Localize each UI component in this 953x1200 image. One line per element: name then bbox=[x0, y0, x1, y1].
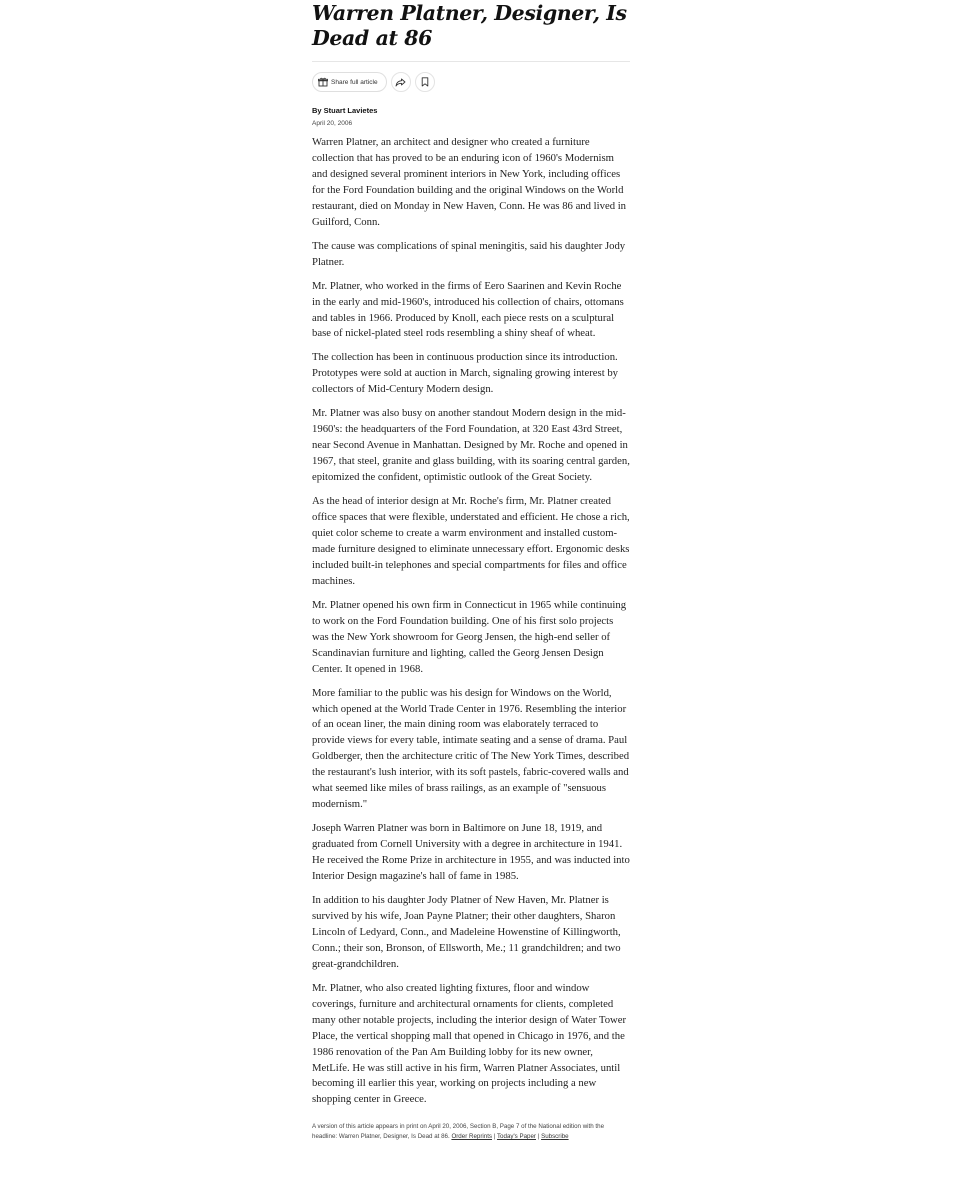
article bbox=[312, 0, 630, 1142]
article-paragraph: As the head of interior design at Mr. Roche's firm, Mr. Platner created office spaces that were flexible, understated and efficient. He chose a rich, quiet color scheme to create a warm environment and installed custom-made furniture designed to eliminate unnecessary effort. Ergonomic desks included built-in telephones and special compartments for files and office machines. bbox=[312, 495, 630, 587]
article-paragraph: More familiar to the public was his design for Windows on the World, which opened at the World Trade Center in 1976. Resembling the interior of an ocean liner, the main dining room was elaborately terraced to provide views for every table, intimate seating and a sense of drama. Paul Goldberger, then the architecture critic of The New York Times, described the restaurant's lush interior, with its soft pastels, fabric-covered walls and what seemed like miles of brass railings, as an example of "sensuous modernism." bbox=[312, 686, 630, 811]
article-paragraph: The cause was complications of spinal meningitis, said his daughter Jody Platner. bbox=[312, 239, 626, 268]
article-paragraph: Warren Platner, an architect and designer who created a furniture collection that has proved to be an enduring icon of 1960's Modernism and designed several prominent interiors in New York, including offices for the Ford Foundation building and the original Windows on the World restaurant, died on Monday in New Haven, Conn. He was 86 and lived in Guilford, Conn. bbox=[312, 136, 627, 228]
article-paragraph: In addition to his daughter Jody Platner of New Haven, Mr. Platner is survived by his wife, Joan Payne Platner; their other daughters, Sharon Lincoln of Ledyard, Conn., and Madeleine Howenstine of Killingworth, Conn.; their son, Bronson, of Ellsworth, Me.; 11 grandchildren; and two great-grandchildren. bbox=[312, 893, 621, 970]
todays-paper-link[interactable]: Today's Paper bbox=[496, 1133, 536, 1141]
subscribe-link[interactable]: Subscribe bbox=[541, 1133, 569, 1141]
save-bookmark-button[interactable] bbox=[415, 72, 435, 92]
article-paragraph: The collection has been in continuous production since its introduction. Prototypes were sold at auction in March, signaling growing interest by collectors of Mid-Century Modern design. bbox=[312, 351, 619, 396]
share-arrow-icon bbox=[395, 78, 406, 87]
print-version-note bbox=[312, 1122, 630, 1142]
article-paragraph: Mr. Platner, who worked in the firms of Eero Saarinen and Kevin Roche in the early and mid-1960's, introduced his collection of chairs, ottomans and tables in 1966. Produced by Knoll, each piece rests on a sculptural base of nickel-plated steel rods resembling a shiny sheaf of wheat. bbox=[312, 279, 624, 340]
share-button[interactable] bbox=[391, 72, 411, 92]
order-reprints-link[interactable]: Order Reprints bbox=[451, 1133, 493, 1141]
article-byline: By Stuart Lavietes bbox=[312, 106, 378, 115]
article-headline: Warren Platner, Designer, Is Dead at 86 bbox=[312, 1, 627, 50]
article-paragraph: Joseph Warren Platner was born in Baltimore on June 18, 1919, and graduated from Cornell University with a degree in architecture in 1941. He received the Rome Prize in architecture in 1955, and was inducted into Interior Design magazine's hall of fame in 1985. bbox=[312, 822, 630, 883]
article-date: April 20, 2006 bbox=[312, 120, 353, 127]
headline-divider bbox=[312, 61, 630, 62]
share-full-article-label: Share full article bbox=[331, 78, 378, 86]
article-toolbar bbox=[312, 71, 630, 93]
article-paragraph: Mr. Platner opened his own firm in Connecticut in 1965 while continuing to work on the Ford Foundation building. One of his first solo projects was the New York showroom for Georg Jensen, the high-end seller of Scandinavian furniture and lighting, called the Georg Jensen Design Center. It opened in 1968. bbox=[312, 598, 627, 675]
article-paragraph: Mr. Platner was also busy on another standout Modern design in the mid-1960's: the headquarters of the Ford Foundation, at 320 East 43rd Street, near Second Avenue in Manhattan. Designed by Mr. Roche and opened in 1967, that steel, granite and glass building, with its soaring central garden, epitomized the confident, optimistic outlook of the Great Society. bbox=[312, 407, 630, 484]
article-paragraph: Mr. Platner, who also created lighting fixtures, floor and window coverings, furniture and architectural ornaments for clients, completed many other notable projects, including the interior design of Water Tower Place, the vertical shopping mall that opened in Chicago in 1976, and the 1986 renovation of the Pan Am Building lobby for its new owner, MetLife. He was still active in his firm, Warren Platner Associates, until becoming ill earlier this year, working on projects including a new shopping center in Greece. bbox=[312, 981, 627, 1106]
bookmark-icon bbox=[421, 77, 429, 87]
gift-icon bbox=[318, 77, 328, 87]
share-full-article-button[interactable] bbox=[312, 72, 387, 92]
link-separator: | bbox=[493, 1133, 496, 1141]
link-separator: | bbox=[537, 1133, 540, 1141]
article-body bbox=[312, 135, 630, 1108]
print-version-text: A version of this article appears in print on April 20, 2006, Section B, Page 7 of the National edition with the headline: Warren Platner, Designer, Is Dead at 86. bbox=[312, 1123, 605, 1141]
